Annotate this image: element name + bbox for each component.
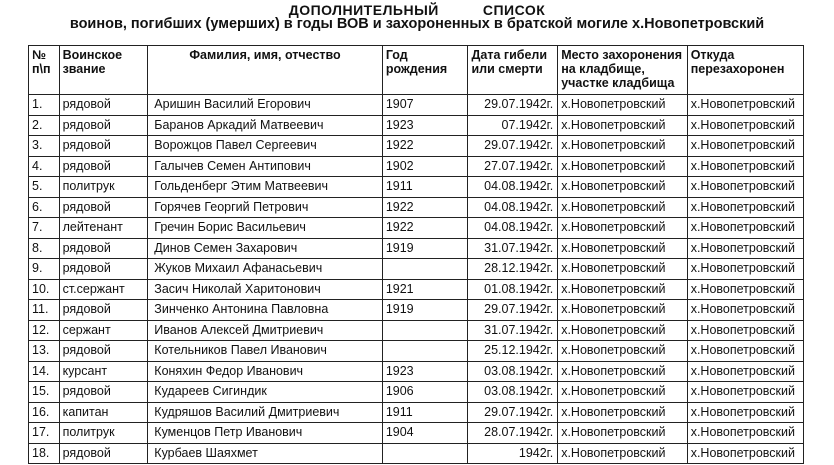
cell-name: Аришин Василий Егорович [148,95,383,116]
cell-rank: рядовой [59,259,148,280]
cell-reburied-from: х.Новопетровский [687,320,803,341]
cell-burial-place: х.Новопетровский [558,238,688,259]
cell-birth-year: 1919 [382,300,468,321]
cell-death-date: 29.07.1942г. [468,402,558,423]
cell-death-date: 03.08.1942г. [468,361,558,382]
cell-birth-year [382,443,468,464]
cell-name: Динов Семен Захарович [148,238,383,259]
cell-birth-year: 1911 [382,402,468,423]
table-row [29,382,804,403]
cell-burial-place: х.Новопетровский [558,300,688,321]
table-row [29,177,804,198]
cell-rank: политрук [59,423,148,444]
table-body [29,95,804,464]
cell-birth-year: 1907 [382,95,468,116]
cell-birth-year [382,320,468,341]
cell-burial-place: х.Новопетровский [558,361,688,382]
cell-number: 9. [29,259,60,280]
cell-burial-place: х.Новопетровский [558,341,688,362]
table-row [29,238,804,259]
cell-death-date: 31.07.1942г. [468,320,558,341]
cell-birth-year: 1902 [382,156,468,177]
cell-burial-place: х.Новопетровский [558,259,688,280]
cell-death-date: 29.07.1942г. [468,300,558,321]
cell-number: 11. [29,300,60,321]
column-header-birth-year: Год рождения [382,46,468,95]
table-row [29,156,804,177]
cell-death-date: 31.07.1942г. [468,238,558,259]
table-row [29,218,804,239]
cell-name: Галычев Семен Антипович [148,156,383,177]
cell-rank: капитан [59,402,148,423]
cell-number: 10. [29,279,60,300]
column-header-death-date: Дата гибели или смерти [468,46,558,95]
cell-rank: рядовой [59,341,148,362]
cell-reburied-from: х.Новопетровский [687,341,803,362]
column-header-number: № п\п [29,46,60,95]
table-row [29,197,804,218]
cell-burial-place: х.Новопетровский [558,382,688,403]
cell-rank: рядовой [59,238,148,259]
cell-birth-year: 1919 [382,238,468,259]
cell-birth-year: 1922 [382,218,468,239]
cell-burial-place: х.Новопетровский [558,177,688,198]
cell-number: 8. [29,238,60,259]
cell-death-date: 28.12.1942г. [468,259,558,280]
cell-name: Кудареев Сигиндик [148,382,383,403]
cell-rank: рядовой [59,300,148,321]
cell-number: 18. [29,443,60,464]
table-row [29,402,804,423]
cell-name: Засич Николай Харитонович [148,279,383,300]
cell-death-date: 04.08.1942г. [468,177,558,198]
cell-rank: ст.сержант [59,279,148,300]
cell-rank: рядовой [59,382,148,403]
cell-death-date: 1942г. [468,443,558,464]
cell-death-date: 04.08.1942г. [468,197,558,218]
cell-name: Куменцов Петр Иванович [148,423,383,444]
table-header-row [29,46,804,95]
cell-reburied-from: х.Новопетровский [687,95,803,116]
cell-number: 13. [29,341,60,362]
cell-reburied-from: х.Новопетровский [687,238,803,259]
column-header-reburied-from: Откуда перезахоронен [687,46,803,95]
cell-death-date: 25.12.1942г. [468,341,558,362]
cell-number: 6. [29,197,60,218]
table-row [29,443,804,464]
cell-burial-place: х.Новопетровский [558,115,688,136]
cell-death-date: 27.07.1942г. [468,156,558,177]
cell-death-date: 07.1942г. [468,115,558,136]
table-row [29,320,804,341]
column-header-rank: Воинское звание [59,46,148,95]
cell-number: 2. [29,115,60,136]
cell-number: 16. [29,402,60,423]
cell-number: 7. [29,218,60,239]
cell-rank: рядовой [59,156,148,177]
title-word-1: ДОПОЛНИТЕЛЬНЫЙ [288,2,439,18]
column-header-burial-place: Место захоронения на кладбище, участке кладбища [558,46,688,95]
cell-name: Иванов Алексей Дмитриевич [148,320,383,341]
table-row [29,115,804,136]
cell-number: 15. [29,382,60,403]
cell-name: Гольденберг Этим Матвеевич [148,177,383,198]
cell-reburied-from: х.Новопетровский [687,382,803,403]
cell-reburied-from: х.Новопетровский [687,115,803,136]
cell-name: Гречин Борис Васильевич [148,218,383,239]
cell-birth-year: 1923 [382,361,468,382]
cell-rank: рядовой [59,115,148,136]
cell-name: Зинченко Антонина Павловна [148,300,383,321]
document-subtitle: воинов, погибших (умерших) в годы ВОВ и захороненных в братской могиле х.Новопетровский [69,16,765,32]
cell-burial-place: х.Новопетровский [558,279,688,300]
table-row [29,95,804,116]
cell-rank: политрук [59,177,148,198]
column-header-name: Фамилия, имя, отчество [148,46,383,95]
table-row [29,259,804,280]
cell-reburied-from: х.Новопетровский [687,197,803,218]
cell-birth-year [382,341,468,362]
cell-death-date: 04.08.1942г. [468,218,558,239]
cell-reburied-from: х.Новопетровский [687,402,803,423]
cell-burial-place: х.Новопетровский [558,156,688,177]
cell-name: Ворожцов Павел Сергеевич [148,136,383,157]
cell-birth-year [382,259,468,280]
cell-birth-year: 1923 [382,115,468,136]
cell-reburied-from: х.Новопетровский [687,136,803,157]
cell-birth-year: 1911 [382,177,468,198]
cell-reburied-from: х.Новопетровский [687,443,803,464]
cell-rank: рядовой [59,197,148,218]
cell-name: Горячев Георгий Петрович [148,197,383,218]
cell-number: 17. [29,423,60,444]
cell-number: 4. [29,156,60,177]
cell-name: Котельников Павел Иванович [148,341,383,362]
cell-birth-year: 1904 [382,423,468,444]
cell-death-date: 03.08.1942г. [468,382,558,403]
cell-name: Курбаев Шаяхмет [148,443,383,464]
cell-death-date: 01.08.1942г. [468,279,558,300]
cell-reburied-from: х.Новопетровский [687,259,803,280]
cell-burial-place: х.Новопетровский [558,402,688,423]
cell-number: 14. [29,361,60,382]
cell-reburied-from: х.Новопетровский [687,279,803,300]
cell-number: 5. [29,177,60,198]
cell-death-date: 29.07.1942г. [468,136,558,157]
cell-rank: рядовой [59,95,148,116]
cell-burial-place: х.Новопетровский [558,443,688,464]
cell-death-date: 28.07.1942г. [468,423,558,444]
burial-list-table [28,45,804,464]
cell-reburied-from: х.Новопетровский [687,218,803,239]
table-row [29,300,804,321]
table-row [29,279,804,300]
cell-reburied-from: х.Новопетровский [687,177,803,198]
cell-birth-year: 1906 [382,382,468,403]
cell-reburied-from: х.Новопетровский [687,300,803,321]
table-row [29,136,804,157]
cell-reburied-from: х.Новопетровский [687,156,803,177]
cell-burial-place: х.Новопетровский [558,320,688,341]
cell-burial-place: х.Новопетровский [558,95,688,116]
cell-reburied-from: х.Новопетровский [687,361,803,382]
cell-name: Коняхин Федор Иванович [148,361,383,382]
table-row [29,361,804,382]
cell-burial-place: х.Новопетровский [558,136,688,157]
cell-burial-place: х.Новопетровский [558,197,688,218]
cell-rank: рядовой [59,443,148,464]
cell-name: Кудряшов Василий Дмитриевич [148,402,383,423]
cell-name: Жуков Михаил Афанасьевич [148,259,383,280]
cell-rank: рядовой [59,136,148,157]
cell-death-date: 29.07.1942г. [468,95,558,116]
table-row [29,423,804,444]
cell-reburied-from: х.Новопетровский [687,423,803,444]
cell-number: 12. [29,320,60,341]
title-word-2: СПИСОК [482,2,546,18]
cell-number: 3. [29,136,60,157]
cell-birth-year: 1922 [382,197,468,218]
cell-birth-year: 1922 [382,136,468,157]
cell-birth-year: 1921 [382,279,468,300]
table-row [29,341,804,362]
cell-number: 1. [29,95,60,116]
cell-rank: лейтенант [59,218,148,239]
cell-rank: курсант [59,361,148,382]
cell-burial-place: х.Новопетровский [558,218,688,239]
cell-name: Баранов Аркадий Матвеевич [148,115,383,136]
cell-burial-place: х.Новопетровский [558,423,688,444]
cell-rank: сержант [59,320,148,341]
